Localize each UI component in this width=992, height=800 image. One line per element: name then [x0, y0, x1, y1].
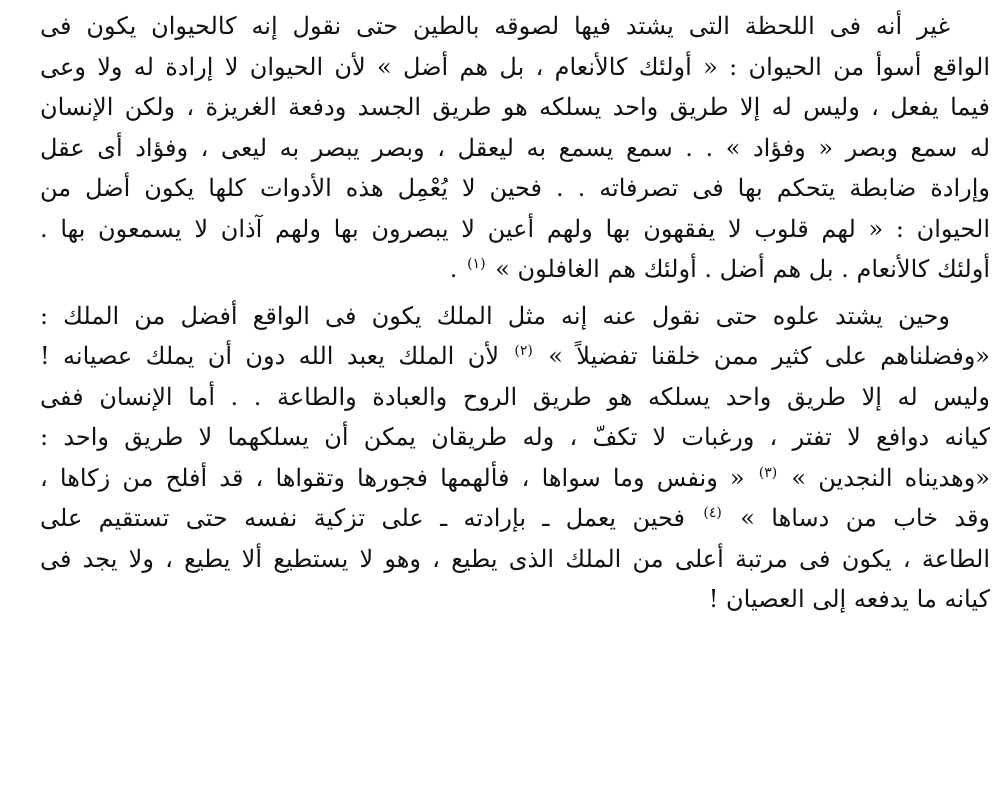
- text-line: كيانه دوافع لا تفتر ، ورغبات لا تكفّ ، وله طريقان يمكن أن يسلكهما لا طريق واحد :: [40, 423, 990, 451]
- line-text-tail: لأن الملك يعبد الله دون أن يملك عصيانه !: [40, 342, 500, 370]
- text-line: [40, 249, 990, 290]
- text-line: [40, 498, 990, 539]
- footnote-marker: (٢): [514, 343, 533, 359]
- text-line: وحين يشتد علوه حتى نقول عنه إنه مثل الملك يكون فى الواقع أفضل من الملك :: [40, 301, 950, 330]
- paragraph-1: [40, 6, 990, 290]
- line-text-tail: فحين يعمل ـ بإرادته ـ على تزكية نفسه حتى تستقيم على: [40, 504, 685, 532]
- text-line: الحيوان : « لهم قلوب لا يفقهون بها ولهم أعين لا يبصرون بها ولهم آذان لا يسمعون بها .: [40, 214, 990, 243]
- text-line: وإرادة ضابطة يتحكم بها فى تصرفاته . . فحين لا يُعْمِل هذه الأدوات كلها يكون أضل من: [40, 174, 990, 202]
- text-line: وليس له إلا طريق واحد يسلكه هو طريق الروح والعبادة والطاعة . . أما الإنسان ففى: [40, 382, 990, 411]
- line-text: «وهديناه النجدين »: [791, 463, 990, 492]
- text-line: كيانه ما يدفعه إلى العصيان !: [708, 585, 990, 613]
- line-text: «وفضلناهم على كثير ممن خلقنا تفضيلاً »: [548, 342, 990, 370]
- text-line: غير أنه فى اللحظة التى يشتد فيها لصوقه بالطين حتى نقول إنه كالحيوان يكون فى: [40, 12, 950, 40]
- paragraph-2: [40, 296, 990, 620]
- footnote-marker: (١): [467, 256, 486, 272]
- line-text: أولئك كالأنعام . بل هم أضل . أولئك هم الغافلون »: [495, 255, 990, 283]
- text-line: له سمع وبصر « وفؤاد » . . سمع يسمع به ليعقل ، وبصر يبصر به ليعى ، وفؤاد أى عقل: [40, 133, 991, 162]
- line-text-tail: « ونفس وما سواها ، فألهمها فجورها وتقواها ، قد أفلح من زكاها ،: [40, 463, 745, 492]
- text-line: الواقع أسوأ من الحيوان : « أولئك كالأنعام ، بل هم أضل » لأن الحيوان لا إرادة له ولا وعى: [40, 52, 990, 81]
- text-line: [40, 458, 990, 499]
- footnote-marker: (٣): [758, 464, 778, 481]
- book-page: [40, 6, 990, 620]
- text-line: فيما يفعل ، وليس له إلا طريق واحد يسلكه هو طريق الجسد ودفعة الغريزة ، ولكن الإنسان: [40, 93, 990, 121]
- text-line: [40, 336, 990, 377]
- footnote-marker: (٤): [703, 505, 722, 521]
- line-text-tail: .: [449, 255, 458, 283]
- line-text: وقد خاب من دساها »: [740, 504, 991, 532]
- text-line: الطاعة ، يكون فى مرتبة أعلى من الملك الذى يطيع ، وهو لا يستطيع ألا يطيع ، ولا يجد فى: [40, 544, 990, 573]
